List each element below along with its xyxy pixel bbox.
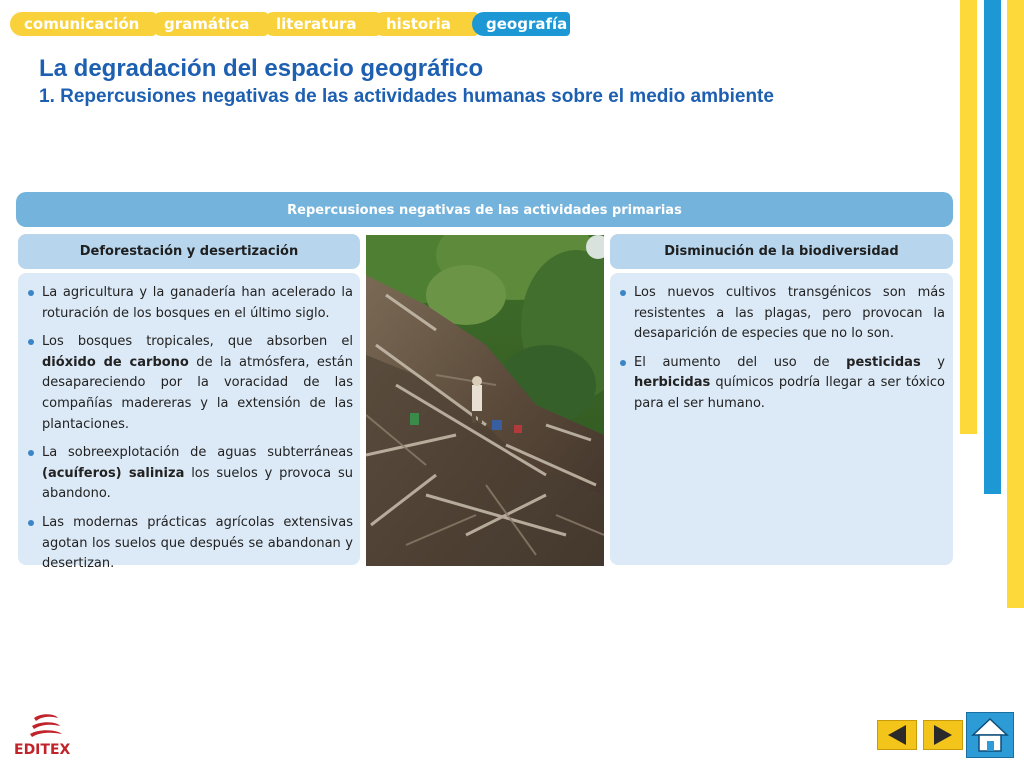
page-subtitle: 1. Repercusiones negativas de las actividades humanas sobre el medio ambiente <box>39 86 774 107</box>
text-segment: químicos podría llegar a ser tóxico para el ser humano. <box>634 375 945 411</box>
tab-literatura[interactable]: literatura <box>262 12 380 36</box>
deforestation-photo <box>366 235 604 566</box>
list-item <box>24 513 353 575</box>
home-button[interactable] <box>966 712 1014 758</box>
bold-term: dióxido de carbono <box>42 354 189 370</box>
left-column-heading: Deforestación y desertización <box>18 234 360 269</box>
previous-button[interactable] <box>877 720 917 750</box>
bold-term: (acuíferos) saliniza <box>42 465 185 481</box>
text-segment: los suelos y provoca su abandono. <box>42 465 353 502</box>
text-segment: y <box>920 354 946 370</box>
deforestation-list <box>24 283 353 575</box>
list-item <box>24 332 353 435</box>
list-item <box>24 283 353 324</box>
editex-logo <box>12 712 82 758</box>
repercussions-table <box>16 192 954 572</box>
text-segment: de la atmósfera, están desapareciendo por la voracidad de las compañías madereras y la extensión de las plantaciones. <box>42 354 353 432</box>
biodiversity-list <box>616 283 945 415</box>
arrow-right-icon <box>924 721 962 749</box>
tab-historia[interactable]: historia <box>372 12 478 36</box>
right-column-body <box>610 273 953 565</box>
list-item <box>24 443 353 505</box>
page-title: La degradación del espacio geográfico <box>39 55 484 82</box>
subject-tabs <box>10 12 570 38</box>
table-title: Repercusiones negativas de las actividades primarias <box>16 192 953 227</box>
right-column-heading: Disminución de la biodiversidad <box>610 234 953 269</box>
text-segment: Las modernas prácticas agrícolas extensivas agotan los suelos que después se abandonan y desertizan. <box>42 514 353 572</box>
tab-comunicacion[interactable]: comunicación <box>10 12 156 36</box>
arrow-left-icon <box>878 721 916 749</box>
text-segment: La sobreexplotación de aguas subterráneas <box>42 445 353 461</box>
decorative-stripe-yellow <box>960 0 977 434</box>
left-column-body <box>18 273 360 572</box>
list-item <box>616 353 945 415</box>
bold-term: pesticidas <box>846 354 921 370</box>
text-segment: Los nuevos cultivos transgénicos son más resistentes a las plagas, pero provocan la desaparición de especies que no lo son. <box>634 285 945 342</box>
home-icon <box>967 713 1013 757</box>
decorative-stripe-blue <box>984 0 1001 494</box>
text-segment: La agricultura y la ganadería han acelerado la roturación de los bosques en el último siglo. <box>42 285 353 321</box>
logo-text: EDITEX <box>14 742 71 758</box>
list-item <box>616 283 945 345</box>
bold-term: herbicidas <box>634 375 711 391</box>
next-button[interactable] <box>923 720 963 750</box>
decorative-stripe-yellow-long <box>1007 0 1024 608</box>
text-segment: Los bosques tropicales, que absorben el <box>42 334 353 350</box>
text-segment: El aumento del uso de <box>634 354 847 370</box>
tab-geografia[interactable]: geografía <box>472 12 570 36</box>
tab-gramatica[interactable]: gramática <box>150 12 268 36</box>
